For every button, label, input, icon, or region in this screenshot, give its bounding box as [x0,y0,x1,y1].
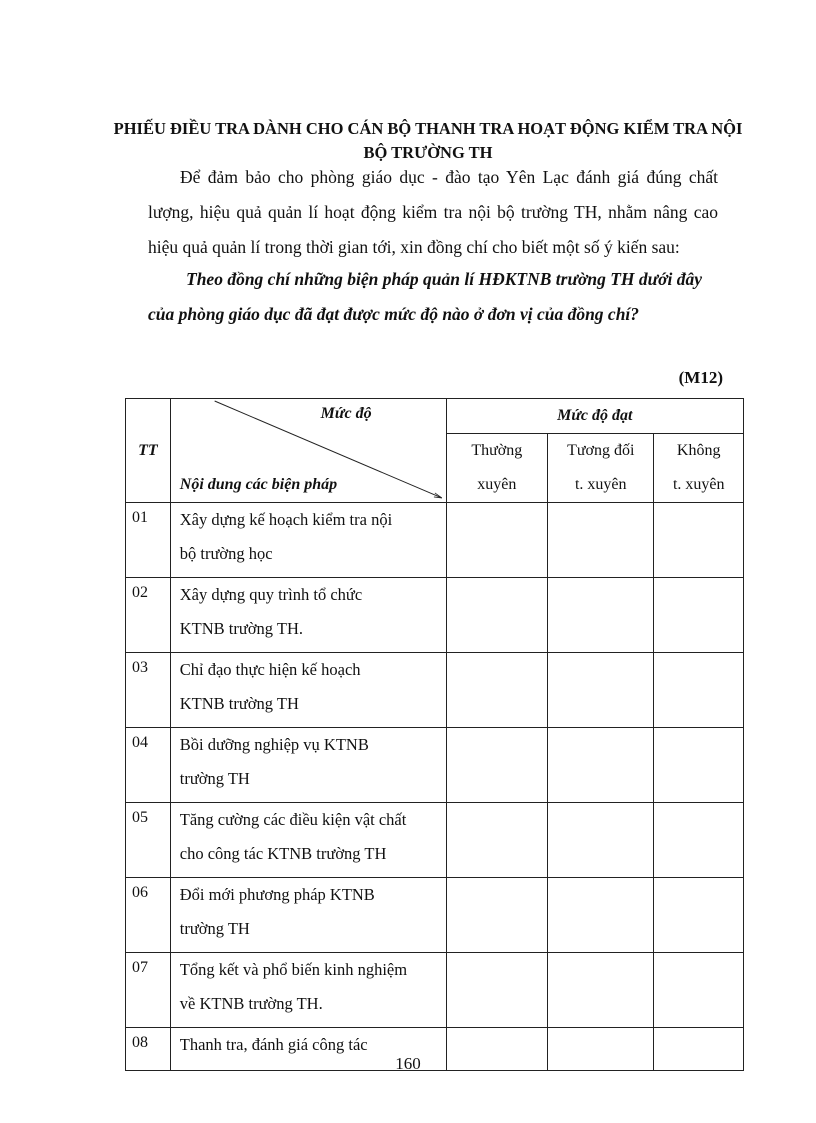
level-header-fairly [548,434,654,503]
table-row [126,578,744,653]
cell-regular[interactable] [446,578,547,653]
cell-fairly[interactable] [548,803,654,878]
form-code: (M12) [678,368,723,387]
cell-regular[interactable] [446,953,547,1028]
level-line2: xuyên [477,476,517,493]
cell-fairly[interactable] [548,878,654,953]
cell-fairly[interactable] [548,728,654,803]
level-header-regular [446,434,547,503]
measure-line2: cho công tác KTNB trường TH [179,844,387,863]
row-measure [170,803,446,878]
cell-not[interactable] [654,953,744,1028]
cell-not[interactable] [654,653,744,728]
cell-not[interactable] [654,503,744,578]
level-header-not [654,434,744,503]
cell-not[interactable] [654,728,744,803]
measure-line2: trường TH [179,769,250,788]
header-row-1 [126,399,744,434]
table-row [126,653,744,728]
cell-not[interactable] [654,578,744,653]
measure-line2: KTNB trường TH. [179,619,303,638]
diag-bottom-label: Nội dung các biện pháp [179,476,338,493]
row-number: 04 [126,728,171,803]
cell-regular[interactable] [446,878,547,953]
row-number: 06 [126,878,171,953]
survey-table [125,398,744,1071]
measure-line2: về KTNB trường TH. [179,994,323,1013]
level-line1: Tương đối [567,442,635,459]
row-number: 01 [126,503,171,578]
measure-line1: Tăng cường các điều kiện vật chất [179,810,407,829]
cell-not[interactable] [654,803,744,878]
measure-line2: bộ trường học [179,544,273,563]
document-title: PHIẾU ĐIỀU TRA DÀNH CHO CÁN BỘ THANH TRA HOẠT ĐỘNG KIỂM TRA NỘI BỘ TRƯỜNG TH [113,119,743,162]
row-measure [170,878,446,953]
level-group-header: Mức độ đạt [446,399,743,434]
measure-line1: Chỉ đạo thực hiện kế hoạch [179,660,361,679]
level-line1: Thường [471,442,523,459]
cell-fairly[interactable] [548,578,654,653]
level-line2: t. xuyên [672,476,725,493]
row-measure [170,728,446,803]
measure-line1: Bồi dưỡng nghiệp vụ KTNB [179,735,369,754]
cell-regular[interactable] [446,653,547,728]
table-row [126,878,744,953]
row-measure [170,953,446,1028]
cell-regular[interactable] [446,803,547,878]
table-row [126,503,744,578]
measure-line1: Xây dựng kế hoạch kiểm tra nội [179,510,393,529]
row-number: 08 [126,1028,171,1071]
cell-fairly[interactable] [548,503,654,578]
table-row [126,803,744,878]
intro-paragraph [148,160,718,265]
row-number: 02 [126,578,171,653]
cell-regular[interactable] [446,728,547,803]
diagonal-header-cell [170,399,446,503]
cell-regular[interactable] [446,503,547,578]
measure-line2: KTNB trường TH [179,694,299,713]
diag-top-label: Mức độ [320,405,372,422]
tt-header: TT [126,399,171,503]
measure-line2: trường TH [179,919,250,938]
level-line1: Không [676,442,721,459]
row-measure [170,503,446,578]
level-line2: t. xuyên [574,476,627,493]
table-row [126,728,744,803]
page-number: 160 [395,1054,421,1073]
measure-line1: Xây dựng quy trình tổ chức [179,585,363,604]
measure-line1: Đổi mới phương pháp KTNB [179,885,375,904]
cell-fairly[interactable] [548,653,654,728]
table-row [126,953,744,1028]
row-number: 07 [126,953,171,1028]
measure-line1: Thanh tra, đánh giá công tác [179,1035,368,1054]
survey-question [148,262,718,332]
row-measure [170,653,446,728]
row-measure [170,578,446,653]
cell-not[interactable] [654,878,744,953]
row-number: 05 [126,803,171,878]
question-text: Theo đồng chí những biện pháp quản lí HĐKTNB trường TH dưới đây của phòng giáo dục đã đạt được mức độ nào ở đơn vị của đồng chí? [148,269,703,324]
cell-fairly[interactable] [548,953,654,1028]
measure-line1: Tổng kết và phổ biến kinh nghiệm [179,960,408,979]
intro-text: Để đảm bảo cho phòng giáo dục - đào tạo Yên Lạc đánh giá đúng chất lượng, hiệu quả quản lí hoạt động kiểm tra nội bộ trường TH, nhằm nâng cao hiệu quả quản lí trong thời gian tới, xin đồng chí cho biết một số ý kiến sau: [148,167,718,257]
row-number: 03 [126,653,171,728]
